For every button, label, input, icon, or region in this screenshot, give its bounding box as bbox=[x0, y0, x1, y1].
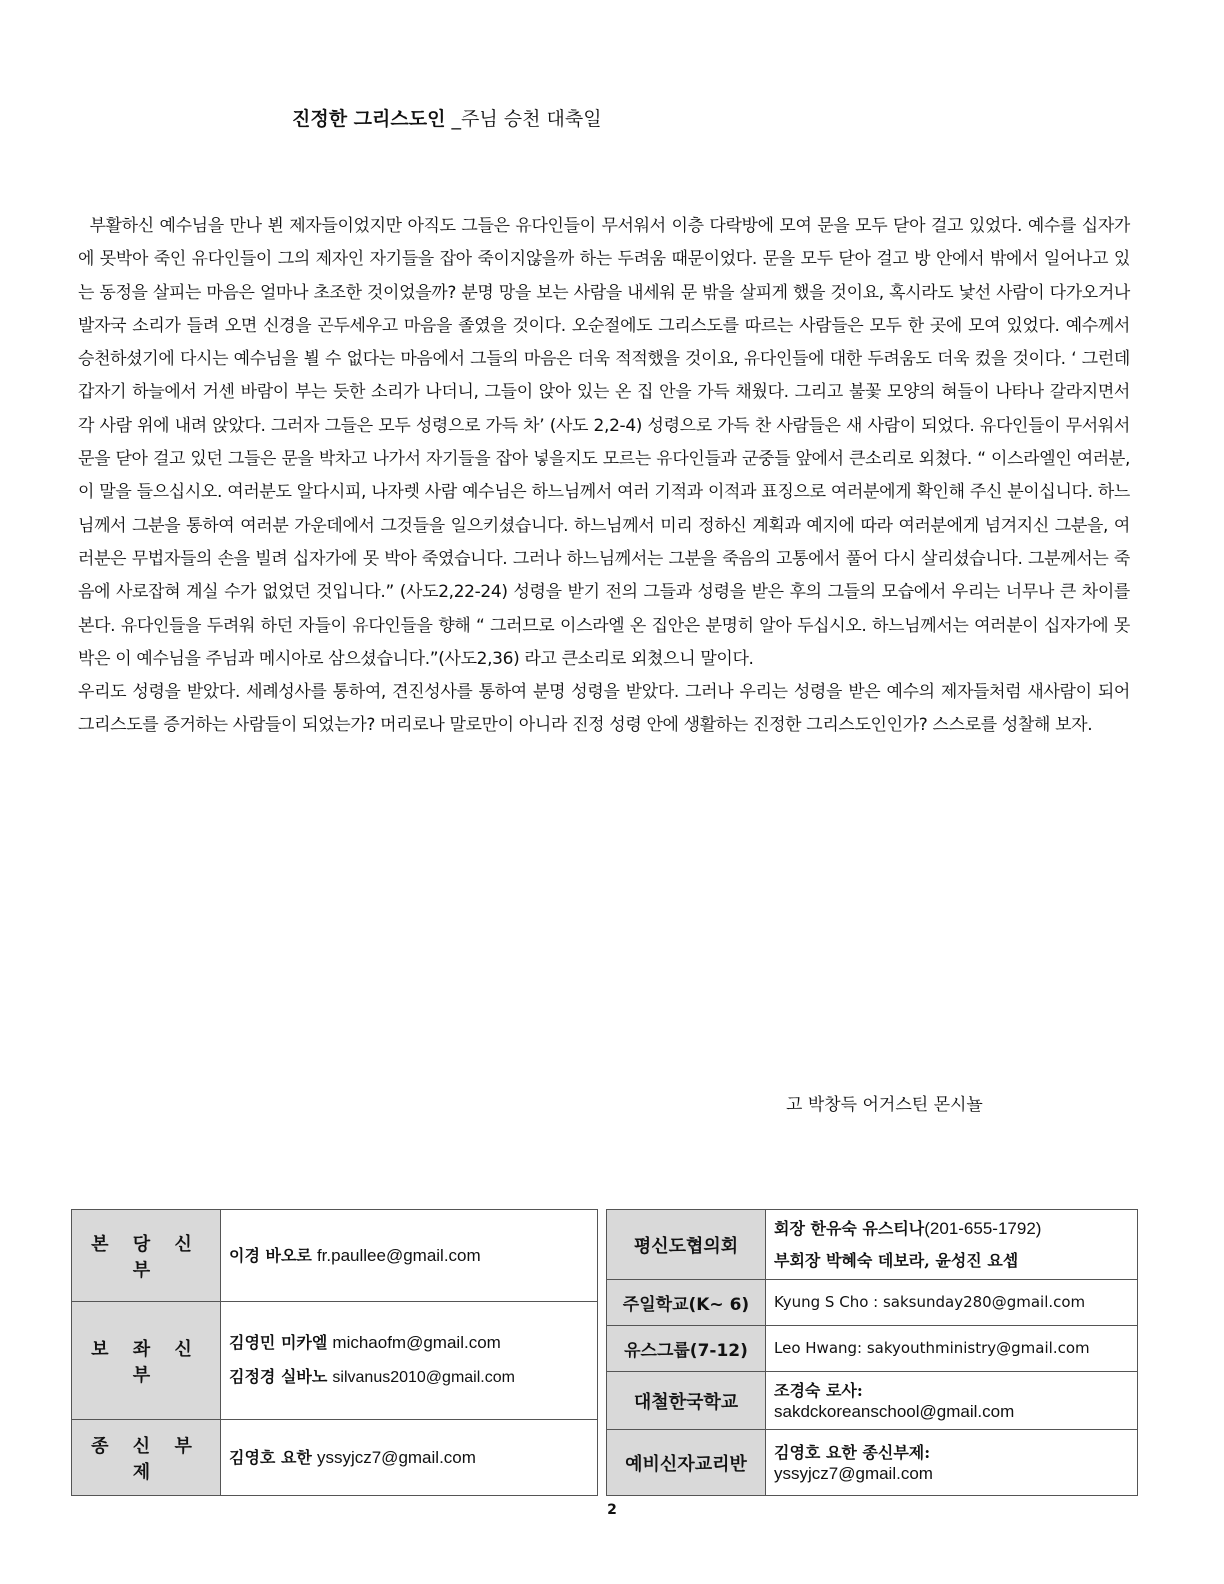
title-sub: _주님 승천 대축일 bbox=[445, 108, 602, 130]
pastor-name: 이경 바오로 bbox=[229, 1246, 312, 1265]
table-row bbox=[607, 1326, 1138, 1372]
council-vice-presidents: 부회장 박혜숙 데보라, 윤성진 요셉 bbox=[774, 1250, 1019, 1270]
youth-contact[interactable]: Leo Hwang: sakyouthministry@gmail.com bbox=[766, 1326, 1138, 1372]
council-contact bbox=[766, 1210, 1138, 1280]
role-deacon: 종 신 부 제 bbox=[72, 1420, 221, 1496]
catechumen-name: 김영호 요한 종신부제: bbox=[774, 1442, 931, 1462]
table-row bbox=[607, 1430, 1138, 1496]
pastor-contact bbox=[221, 1210, 598, 1302]
associate-contact bbox=[221, 1302, 598, 1420]
associate-2-email[interactable]: silvanus2010@gmail.com bbox=[332, 1369, 515, 1386]
body-paragraph-2: 우리도 성령을 받았다. 세례성사를 통하여, 견진성사를 통하여 분명 성령을 받았다. 그러나 우리는 성령을 받은 예수의 제자들처럼 새사람이 되어 그리스도를 증거하는 사람들이 되었는가? 머리로나 말로만이 아니라 진정 성령 안에 생활하는 진정한 그리스도인인가? 스스로를 성찰해 보자. bbox=[78, 682, 1130, 736]
clergy-table bbox=[71, 1209, 598, 1496]
table-row bbox=[72, 1302, 598, 1420]
table-row bbox=[72, 1420, 598, 1496]
korean-school-name: 조경숙 로사: bbox=[774, 1380, 863, 1400]
ministry-table bbox=[606, 1209, 1138, 1496]
body-paragraph-1: 부활하신 예수님을 만나 뵌 제자들이었지만 아직도 그들은 유다인들이 무서워서 이층 다락방에 모여 문을 모두 닫아 걸고 있었다. 예수를 십자가에 못박아 죽인 유다인들이 그의 제자인 자기들을 잡아 죽이지않을까 하는 두려움 때문이었다. 문을 모두 닫아 걸고 방 안에서 밖에서 일어나고 있는 동정을 살피는 마음은 얼마나 초조한 것이었을까? 분명 망을 보는 사람을 내세워 문 밖을 살피게 했을 것이요, 혹시라도 낯선 사람이 다가오거나 발자국 소리가 들려 오면 신경을 곤두세우고 마음을 졸였을 것이다. 오순절에도 그리스도를 따르는 사람들은 모두 한 곳에 모여 있었다. 예수께서 승천하셨기에 다시는 예수님을 뵐 수 없다는 마음에서 그들의 마음은 더욱 적적했을 것이요, 유다인들에 대한 두려움도 더욱 컸을 것이다. ‘ 그런데 갑자기 하늘에서 거센 바람이 부는 듯한 소리가 나더니, 그들이 앉아 있는 온 집 안을 가득 채웠다. 그리고 불꽃 모양의 혀들이 나타나 갈라지면서 각 사람 위에 내려 앉았다. 그러자 그들은 모두 성령으로 가득 차’ (사도 2,2-4) 성령으로 가득 찬 사람들은 새 사람이 되었다. 유다인들이 무서워서 문을 닫아 걸고 있던 그들은 문을 박차고 나가서 자기들을 잡아 넣을지도 모르는 유다인들과 군중들 앞에서 큰소리로 외쳤다. “ 이스라엘인 여러분, 이 말을 들으십시오. 여러분도 알다시피, 나자렛 사람 예수님은 하느님께서 여러 기적과 이적과 표징으로 여러분에게 확인해 주신 분이십니다. 하느님께서 그분을 통하여 여러분 가운데에서 그것들을 일으키셨습니다. 하느님께서 미리 정하신 계획과 예지에 따라 여러분에게 넘겨지신 그분을, 여러분은 무법자들의 손을 빌려 십자가에 못 박아 죽였습니다. 그러나 하느님께서는 그분을 죽음의 고통에서 풀어 다시 살리셨습니다. 그분께서는 죽음에 사로잡혀 계실 수가 없었던 것입니다.” (사도2,22-24) 성령을 받기 전의 그들과 성령을 받은 후의 그들의 모습에서 우리는 너무나 큰 차이를 본다. 유다인들을 두려워 하던 자들이 유다인들을 향해 “ 그러므로 이스라엘 온 집안은 분명히 알아 두십시오. 하느님께서는 여러분이 십자가에 못 박은 이 예수님을 주님과 메시아로 삼으셨습니다.”(사도2,36) 라고 큰소리로 외쳤으니 말이다. bbox=[78, 216, 1136, 669]
role-sunday-school: 주일학교(K~ 6) bbox=[607, 1280, 766, 1326]
deacon-email[interactable]: yssyjcz7@gmail.com bbox=[316, 1448, 476, 1467]
role-council: 평신도협의회 bbox=[607, 1210, 766, 1280]
table-row bbox=[607, 1372, 1138, 1430]
homily-body bbox=[78, 210, 1136, 743]
associate-2-name: 김정경 실바노 bbox=[229, 1367, 328, 1386]
associate-1-name: 김영민 미카엘 bbox=[229, 1333, 328, 1352]
role-associate: 보 좌 신 부 bbox=[72, 1302, 221, 1420]
table-row bbox=[607, 1280, 1138, 1326]
role-korean-school: 대철한국학교 bbox=[607, 1372, 766, 1430]
catechumen-contact bbox=[766, 1430, 1138, 1496]
korean-school-contact bbox=[766, 1372, 1138, 1430]
korean-school-email[interactable]: sakdckoreanschool@gmail.com bbox=[774, 1401, 1015, 1421]
title-main: 진정한 그리스도인 bbox=[292, 108, 446, 130]
page-number: 2 bbox=[607, 1502, 617, 1518]
table-row bbox=[72, 1210, 598, 1302]
council-line-1 bbox=[774, 1213, 1137, 1245]
council-president: 회장 한유숙 유스티나 bbox=[774, 1218, 925, 1238]
catechumen-email[interactable]: yssyjcz7@gmail.com bbox=[774, 1463, 933, 1483]
deacon-contact bbox=[221, 1420, 598, 1496]
role-pastor: 본 당 신 부 bbox=[72, 1210, 221, 1302]
associate-priest-2 bbox=[229, 1360, 597, 1395]
role-catechumen: 예비신자교리반 bbox=[607, 1430, 766, 1496]
deacon-name: 김영호 요한 bbox=[229, 1448, 312, 1467]
pastor-email[interactable]: fr.paullee@gmail.com bbox=[316, 1246, 481, 1265]
associate-priest-1 bbox=[229, 1326, 597, 1360]
associate-1-email[interactable]: michaofm@gmail.com bbox=[332, 1333, 501, 1352]
role-youth: 유스그룹(7-12) bbox=[607, 1326, 766, 1372]
author-signature: 고 박창득 어거스틴 몬시뇰 bbox=[786, 1095, 983, 1115]
page-title bbox=[292, 106, 602, 132]
table-row bbox=[607, 1210, 1138, 1280]
council-phone: (201-655-1792) bbox=[924, 1218, 1042, 1238]
sunday-school-contact[interactable]: Kyung S Cho : saksunday280@gmail.com bbox=[766, 1280, 1138, 1326]
